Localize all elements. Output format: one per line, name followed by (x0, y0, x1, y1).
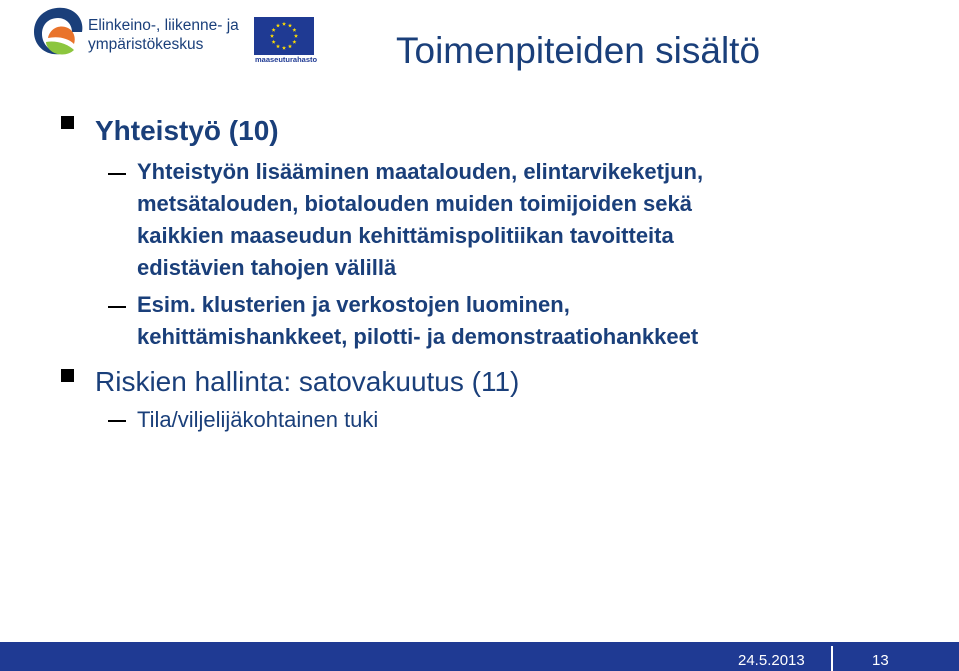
eu-star-icon (276, 23, 280, 27)
subitem-line: edistävien tahojen välillä (137, 255, 397, 280)
dash-bullet-icon (108, 420, 126, 422)
ely-logo-line1: Elinkeino-, liikenne- ja (88, 17, 239, 34)
eu-star-icon (270, 34, 274, 38)
eu-flag-icon (254, 17, 314, 55)
eu-star-icon (294, 34, 298, 38)
eu-star-icon (272, 28, 276, 32)
square-bullet-icon (61, 116, 74, 129)
eu-star-icon (288, 44, 292, 48)
ely-logo-line2: ympäristökeskus (88, 36, 204, 53)
dash-bullet-icon (108, 306, 126, 308)
eu-star-icon (282, 22, 286, 26)
dash-bullet-icon (108, 173, 126, 175)
subitem-line: Tila/viljelijäkohtainen tuki (137, 407, 379, 432)
eu-star-icon (292, 40, 296, 44)
subitem-line: kaikkien maaseudun kehittämispolitiikan tavoitteita (137, 223, 674, 248)
subitem-line: kehittämishankkeet, pilotti- ja demonstraatiohankkeet (137, 324, 699, 349)
page-number: 13 (872, 652, 889, 669)
eu-star-icon (282, 46, 286, 50)
eu-star-icon (288, 23, 292, 27)
item-heading-yhteistyo: Yhteistyö (10) (95, 115, 279, 146)
item-heading-riskien-hallinta: Riskien hallinta: satovakuutus (11) (95, 366, 520, 397)
subitem-line: Esim. klusterien ja verkostojen luominen, (137, 292, 570, 317)
eu-caption: maaseuturahasto (255, 55, 318, 64)
footer-bar (0, 642, 959, 671)
ely-logo-text (88, 16, 239, 54)
eu-logo (254, 17, 318, 64)
slide-title: Toimenpiteiden sisältö (396, 30, 761, 71)
eu-star-icon (276, 44, 280, 48)
square-bullet-icon (61, 369, 74, 382)
eu-star-icon (292, 28, 296, 32)
ely-logo (28, 2, 248, 60)
footer-divider (831, 646, 833, 671)
subitem-line: metsätalouden, biotalouden muiden toimijoiden sekä (137, 191, 692, 216)
footer-date: 24.5.2013 (738, 652, 805, 669)
ely-emblem-icon (28, 2, 86, 60)
subitem-line: Yhteistyön lisääminen maatalouden, elintarvikeketjun, (137, 159, 704, 184)
eu-star-icon (272, 40, 276, 44)
